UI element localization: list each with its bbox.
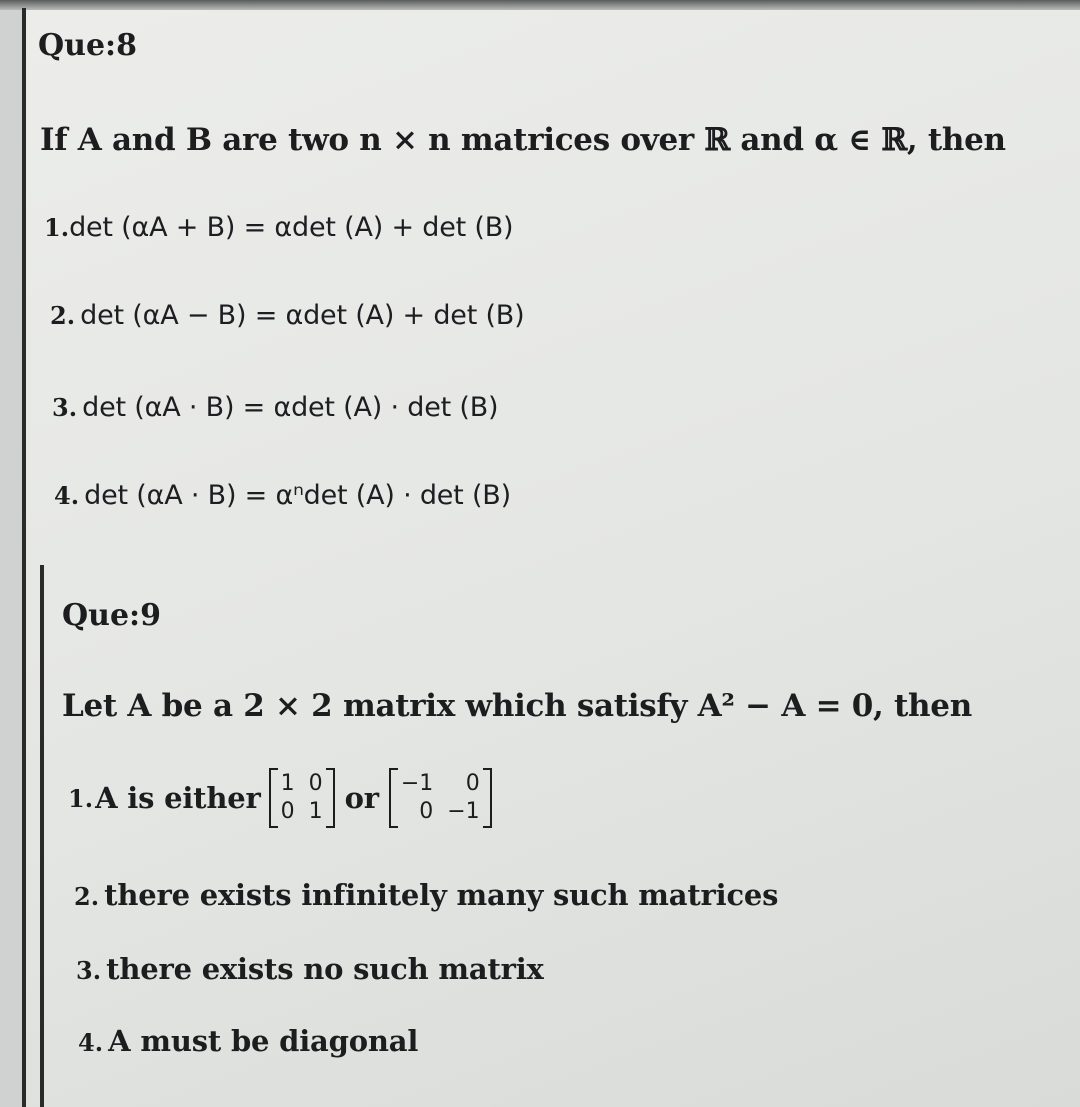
- right-bracket: [326, 768, 335, 828]
- top-edge: [0, 0, 1080, 10]
- q9-option-2-text: there exists infinitely many such matrices: [104, 878, 779, 912]
- inner-border-line: [40, 565, 44, 1107]
- q8-option-1: [44, 212, 513, 243]
- q9-option-3-number: 3.: [76, 956, 102, 985]
- q8-option-3-number: 3.: [52, 393, 78, 422]
- matrix-cell: −1: [400, 771, 434, 796]
- right-bracket: [483, 768, 492, 828]
- q9-option-3: [76, 952, 544, 986]
- matrix-cell: 0: [308, 771, 323, 796]
- q8-option-3-text: det (αA · B) = αdet (A) · det (B): [82, 392, 499, 423]
- q9-statement: Let A be a 2 × 2 matrix which satisfy A² − A = 0, then: [62, 688, 972, 724]
- paper-sheet: [26, 10, 1080, 1107]
- q8-option-2-text: det (αA − B) = αdet (A) + det (B): [80, 300, 525, 331]
- left-margin: [0, 0, 22, 1107]
- q8-option-4: [54, 480, 511, 511]
- q9-option-2: [74, 878, 778, 912]
- q8-option-3: [52, 392, 498, 423]
- q8-option-2: [50, 300, 524, 331]
- left-bracket: [389, 768, 398, 828]
- q8-option-4-text: det (αA · B) = αⁿdet (A) · det (B): [84, 480, 511, 511]
- left-border-line: [22, 8, 26, 1107]
- q9-heading: Que:9: [62, 598, 161, 633]
- q9-option-4-number: 4.: [78, 1028, 104, 1057]
- matrix-cell: 0: [465, 771, 480, 796]
- q9-option-2-number: 2.: [74, 882, 100, 911]
- q8-option-1-text: det (αA + B) = αdet (A) + det (B): [69, 212, 514, 243]
- q9-option-3-text: there exists no such matrix: [106, 952, 544, 986]
- negative-identity-matrix: [389, 768, 492, 828]
- matrix-cell: 1: [308, 799, 323, 824]
- q8-option-2-number: 2.: [50, 301, 76, 330]
- q9-option-1-number: 1.: [68, 783, 94, 813]
- q8-heading: Que:8: [38, 28, 137, 63]
- matrix-cell: −1: [447, 799, 480, 824]
- left-bracket: [269, 768, 278, 828]
- q8-statement: If A and B are two n × n matrices over ℝ and α ∈ ℝ, then: [40, 122, 1006, 158]
- identity-matrix: [269, 768, 335, 828]
- q9-option-1-prefix: A is either: [95, 781, 261, 815]
- matrix-cell: 1: [280, 771, 295, 796]
- q8-option-1-number: 1.: [44, 213, 70, 242]
- q9-option-4: [78, 1024, 418, 1058]
- matrix-cell: 0: [280, 799, 295, 824]
- q9-option-1: [68, 768, 492, 828]
- q9-option-4-text: A must be diagonal: [108, 1024, 419, 1058]
- matrix-cell: 0: [419, 799, 434, 824]
- q8-option-4-number: 4.: [54, 481, 80, 510]
- q9-option-1-or: or: [344, 781, 379, 815]
